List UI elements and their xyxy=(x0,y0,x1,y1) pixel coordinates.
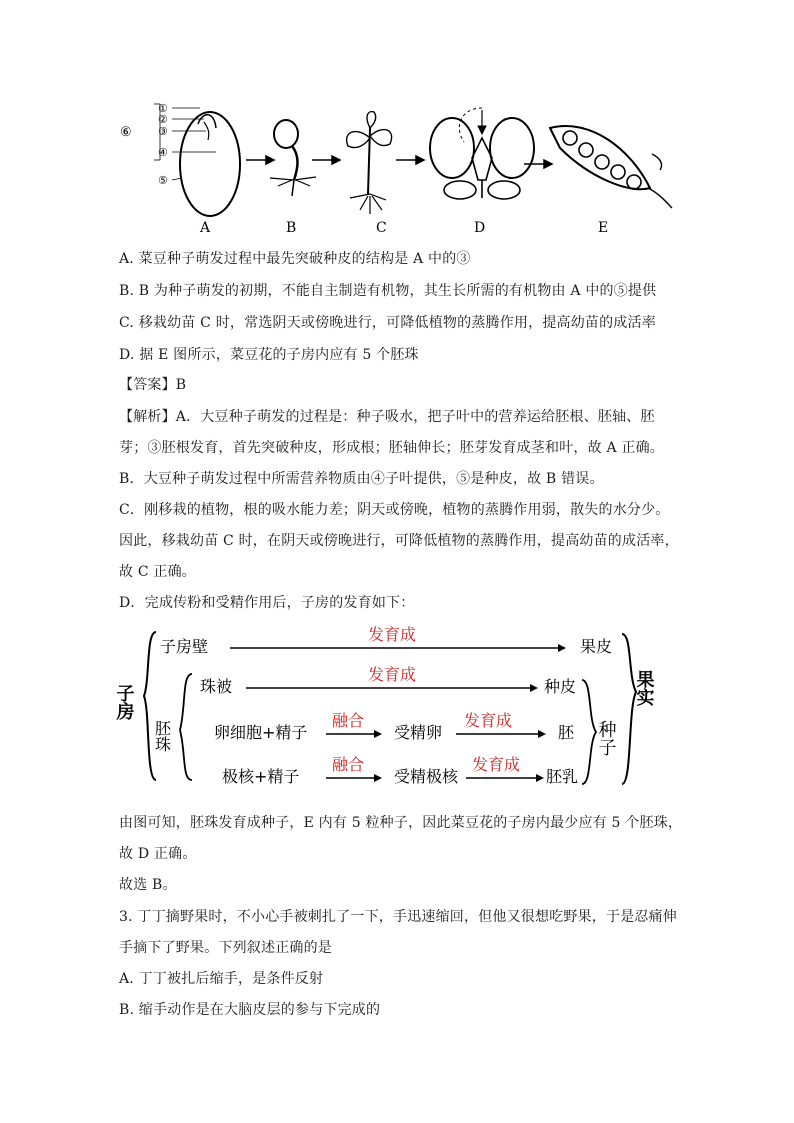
figure-c-plant xyxy=(347,112,392,214)
germination-figure xyxy=(120,98,680,236)
analysis-line-2: 芽；③胚根发育，首先突破种皮，形成根；胚轴伸长；胚芽发育成茎和叶，故 A 正确。 xyxy=(119,440,665,456)
label-fuse-2: 融合 xyxy=(332,755,365,774)
label-ovary-wall: 子房壁 xyxy=(160,637,209,656)
label-integument: 珠被 xyxy=(200,677,233,696)
label-mark-6: ⑥ xyxy=(120,125,132,140)
question-3-line-1: 3. 丁丁摘野果时，不小心手被刺扎了一下，手迅速缩回，但他又很想吃野果，于是忍痛伸 xyxy=(119,909,678,925)
label-ovule: 胚珠 xyxy=(152,720,172,752)
label-endosperm: 胚乳 xyxy=(546,767,579,786)
label-mark-2: ② xyxy=(158,113,168,126)
figure-b-seedling xyxy=(270,120,316,196)
label-mark-4: ④ xyxy=(158,146,168,159)
brace-fruit xyxy=(622,634,636,784)
option-d: D. 据 E 图所示，菜豆花的子房内应有 5 个胚珠 xyxy=(119,347,419,363)
conclusion-line-2: 故 D 正确。 xyxy=(119,846,197,862)
label-pericarp: 果皮 xyxy=(580,637,613,656)
caption-b: B xyxy=(286,220,297,236)
analysis-line-5: 因此，移栽幼苗 C 时，在阴天或傍晚进行，可降低植物的蒸腾作用，提高幼苗的成活率， xyxy=(119,533,679,549)
analysis-line-4: C．刚移栽的植物，根的吸水能力差；阴天或傍晚，植物的蒸腾作用弱，散失的水分少。 xyxy=(119,502,670,518)
label-develop-4: 发育成 xyxy=(472,755,521,774)
label-egg-sperm: 卵细胞+精子 xyxy=(214,723,308,742)
label-seed: 种子 xyxy=(595,720,617,756)
label-mark-5: ⑤ xyxy=(158,174,168,187)
label-fertilized-egg: 受精卵 xyxy=(394,723,443,742)
option-c: C. 移栽幼苗 C 时，常选阴天或傍晚进行，可降低植物的蒸腾作用，提高幼苗的成活率 xyxy=(119,315,656,331)
caption-d: D xyxy=(474,220,486,236)
question-3-line-2: 手摘下了野果。下列叙述正确的是 xyxy=(119,940,332,956)
caption-c: C xyxy=(376,220,387,236)
figure-e-pod xyxy=(550,126,672,208)
label-fuse-1: 融合 xyxy=(332,711,365,730)
label-mark-3: ③ xyxy=(158,125,168,138)
caption-a: A xyxy=(200,220,211,236)
label-seed-coat: 种皮 xyxy=(544,677,577,696)
analysis-line-1: 【解析】A．大豆种子萌发的过程是：种子吸水，把子叶中的营养运给胚根、胚轴、胚 xyxy=(119,409,655,425)
answer: 【答案】B xyxy=(119,377,187,393)
analysis-line-3: B．大豆种子萌发过程中所需营养物质由④子叶提供，⑤是种皮，故 B 错误。 xyxy=(119,471,604,487)
figure-a-seed xyxy=(120,102,240,216)
label-develop-3: 发育成 xyxy=(464,711,513,730)
label-embryo: 胚 xyxy=(558,723,575,742)
label-develop-2: 发育成 xyxy=(368,665,417,684)
option-b: B. B 为种子萌发的初期，不能自主制造有机物，其生长所需的有机物由 A 中的⑤提供 xyxy=(119,283,657,299)
label-fruit: 果实 xyxy=(633,670,655,706)
label-fertilized-polar: 受精极核 xyxy=(394,767,459,786)
option-a: A. 菜豆种子萌发过程中最先突破种皮的结构是 A 中的③ xyxy=(119,251,471,267)
label-ovary: 子房 xyxy=(113,684,135,720)
conclusion-line-1: 由图可知，胚珠发育成种子，E 内有 5 粒种子，因此菜豆花的子房内最少应有 5 个胚珠， xyxy=(119,815,683,831)
label-develop-1: 发育成 xyxy=(368,625,417,644)
label-mark-1: ① xyxy=(158,102,168,115)
brace-seed xyxy=(582,680,596,784)
conclusion-line-3: 故选 B。 xyxy=(119,877,177,893)
ovary-development-diagram xyxy=(113,620,678,790)
brace-ovary xyxy=(144,632,156,780)
figure-d-flower xyxy=(430,108,534,199)
caption-e: E xyxy=(598,220,609,236)
analysis-line-7: D．完成传粉和受精作用后，子房的发育如下： xyxy=(119,595,415,611)
analysis-line-6: 故 C 正确。 xyxy=(119,564,197,580)
question-3-option-b: B. 缩手动作是在大脑皮层的参与下完成的 xyxy=(119,1002,381,1018)
question-3-option-a: A. 丁丁被扎后缩手，是条件反射 xyxy=(119,971,324,987)
process-arrows xyxy=(246,156,552,168)
brace-ovule xyxy=(180,674,192,780)
label-polar-sperm: 极核+精子 xyxy=(222,767,300,786)
